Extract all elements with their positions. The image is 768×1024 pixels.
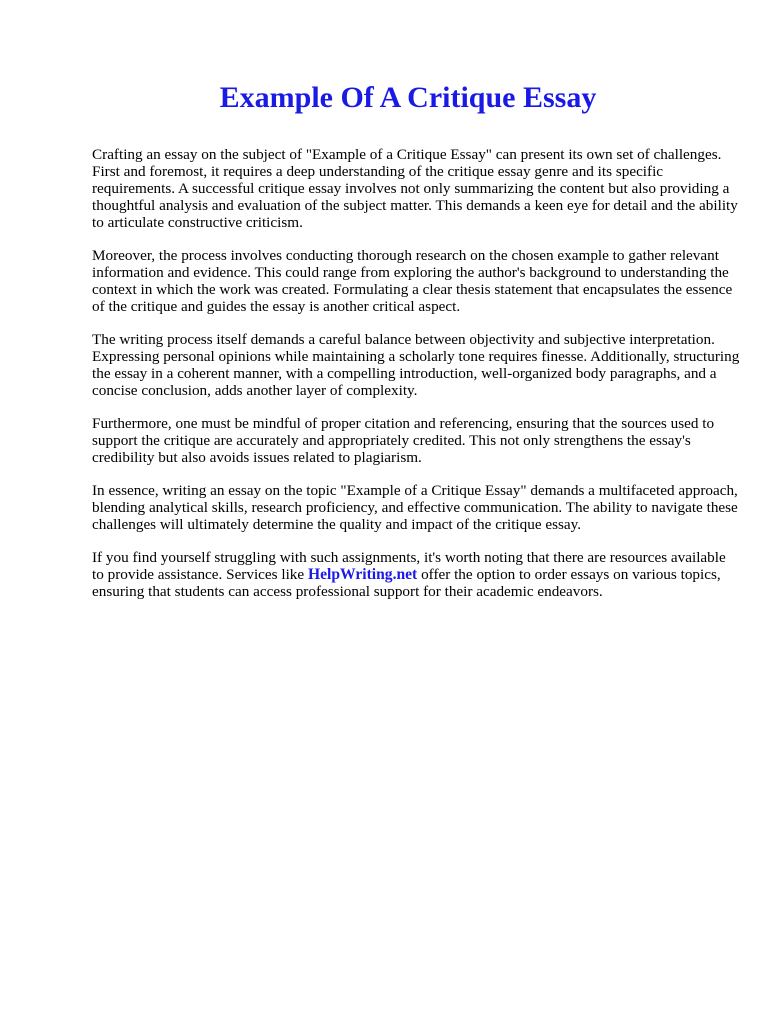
paragraph-3: The writing process itself demands a careful balance between objectivity and subjective interpretation. Expressing personal opinions while maintaining a scholarly tone requires finesse. Additionally, structuring the essay in a coherent manner, with a compelling introduction, well-organized body paragraphs, and a concise conclusion, adds another layer of complexity. <box>92 331 740 399</box>
paragraph-6-before-link: If you find yourself struggling with such assignments, it's worth noting that there are resources available to provide assistance. Services like <box>92 549 726 583</box>
page-title: Example Of A Critique Essay <box>219 81 597 114</box>
paragraph-6-after-link: offer the option to order essays on various topics, ensuring that students can access professional support for their academic endeavors. <box>92 566 721 600</box>
paragraph-4: Furthermore, one must be mindful of proper citation and referencing, ensuring that the sources used to support the critique are accurately and appropriately credited. This not only strengthens the essay's credibility but also avoids issues related to plagiarism. <box>92 415 715 466</box>
paragraph-1: Crafting an essay on the subject of "Example of a Critique Essay" can present its own set of challenges. First and foremost, it requires a deep understanding of the critique essay genre and its specific requirements. A successful critique essay involves not only summarizing the content but also providing a thoughtful analysis and evaluation of the subject matter. This demands a keen eye for detail and the ability to articulate constructive criticism. <box>92 146 738 231</box>
paragraph-5: In essence, writing an essay on the topic "Example of a Critique Essay" demands a multifaceted approach, blending analytical skills, research proficiency, and effective communication. The ability to navigate these challenges will ultimately determine the quality and impact of the critique essay. <box>92 482 738 533</box>
essay-body <box>92 146 740 616</box>
paragraph-6 <box>92 549 740 600</box>
paragraph-2: Moreover, the process involves conducting thorough research on the chosen example to gather relevant information and evidence. This could range from exploring the author's background to understanding the context in which the work was created. Formulating a clear thesis statement that encapsulates the essence of the critique and guides the essay is another critical aspect. <box>92 247 733 315</box>
helpwriting-link[interactable]: HelpWriting.net <box>307 566 418 583</box>
